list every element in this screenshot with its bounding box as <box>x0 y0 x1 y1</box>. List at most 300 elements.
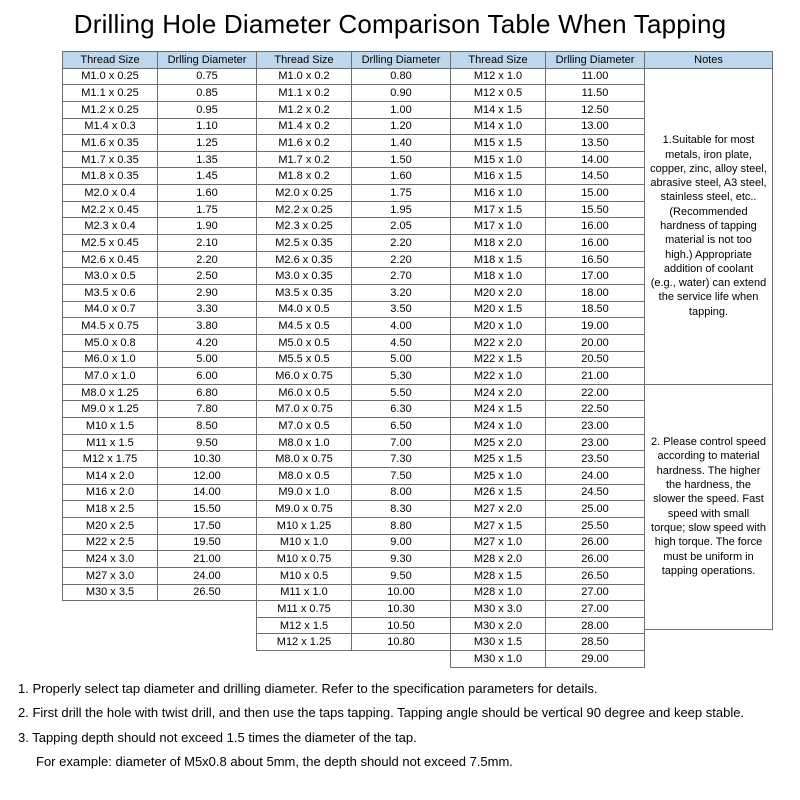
thread-size-cell: M17 x 1.0 <box>451 218 546 235</box>
table-row <box>63 351 257 368</box>
drilling-diameter-cell: 8.00 <box>352 484 451 501</box>
header-row <box>451 52 645 69</box>
drilling-diameter-cell: 3.20 <box>352 284 451 301</box>
drilling-diameter-cell: 19.50 <box>158 534 257 551</box>
drilling-diameter-cell: 26.00 <box>546 534 645 551</box>
thread-size-cell: M2.6 x 0.35 <box>257 251 352 268</box>
table-row <box>257 434 451 451</box>
drilling-diameter-cell: 2.70 <box>352 268 451 285</box>
table-row <box>257 301 451 318</box>
header-row <box>63 52 257 69</box>
drilling-diameter-cell: 21.00 <box>546 368 645 385</box>
drilling-diameter-cell: 1.45 <box>158 168 257 185</box>
drilling-diameter-cell: 10.50 <box>352 617 451 634</box>
thread-size-cell: M10 x 0.75 <box>257 551 352 568</box>
table-row <box>63 451 257 468</box>
table-row <box>63 301 257 318</box>
thread-size-cell: M26 x 1.5 <box>451 484 546 501</box>
drilling-diameter-cell: 1.10 <box>158 118 257 135</box>
table-row <box>257 517 451 534</box>
table-row <box>451 451 645 468</box>
drilling-diameter-cell: 2.10 <box>158 235 257 252</box>
table-row <box>63 584 257 601</box>
drilling-diameter-cell: 10.80 <box>352 634 451 651</box>
table-row <box>257 334 451 351</box>
column-header-drilling-diameter: Drlling Diameter <box>158 52 257 69</box>
table-row <box>451 85 645 102</box>
table-row <box>63 551 257 568</box>
thread-size-cell: M10 x 1.0 <box>257 534 352 551</box>
table-row <box>257 534 451 551</box>
thread-size-cell: M3.0 x 0.35 <box>257 268 352 285</box>
column-header-thread-size: Thread Size <box>451 52 546 69</box>
drilling-diameter-cell: 28.50 <box>546 634 645 651</box>
drilling-diameter-cell: 8.80 <box>352 517 451 534</box>
drilling-diameter-cell: 9.00 <box>352 534 451 551</box>
table-row <box>451 434 645 451</box>
thread-size-cell: M5.0 x 0.8 <box>63 334 158 351</box>
drilling-diameter-cell: 21.00 <box>158 551 257 568</box>
drilling-diameter-cell: 13.50 <box>546 135 645 152</box>
drilling-diameter-cell: 5.00 <box>158 351 257 368</box>
table-row <box>257 251 451 268</box>
thread-size-cell: M27 x 3.0 <box>63 567 158 584</box>
drilling-diameter-cell: 16.50 <box>546 251 645 268</box>
drilling-diameter-cell: 29.00 <box>546 651 645 668</box>
thread-size-cell: M18 x 2.5 <box>63 501 158 518</box>
drilling-diameter-cell: 2.05 <box>352 218 451 235</box>
thread-size-cell: M8.0 x 0.5 <box>257 468 352 485</box>
drilling-diameter-cell: 6.50 <box>352 418 451 435</box>
thread-size-cell: M7.0 x 0.75 <box>257 401 352 418</box>
table-row <box>257 501 451 518</box>
drilling-diameter-cell: 1.75 <box>158 201 257 218</box>
table-row <box>451 468 645 485</box>
table-row <box>257 201 451 218</box>
table-row <box>451 218 645 235</box>
drilling-diameter-cell: 22.00 <box>546 384 645 401</box>
thread-size-cell: M2.6 x 0.45 <box>63 251 158 268</box>
table-row <box>451 551 645 568</box>
thread-size-cell: M30 x 3.5 <box>63 584 158 601</box>
table-row <box>451 201 645 218</box>
drilling-diameter-cell: 23.00 <box>546 434 645 451</box>
thread-size-cell: M12 x 1.0 <box>451 68 546 85</box>
thread-size-cell: M30 x 2.0 <box>451 617 546 634</box>
thread-size-cell: M20 x 1.5 <box>451 301 546 318</box>
table-row <box>63 268 257 285</box>
table-row <box>451 151 645 168</box>
table-row <box>63 567 257 584</box>
table-row <box>257 101 451 118</box>
table-row <box>63 135 257 152</box>
drilling-diameter-cell: 1.20 <box>352 118 451 135</box>
table-row <box>63 468 257 485</box>
drilling-diameter-cell: 6.30 <box>352 401 451 418</box>
thread-size-cell: M2.3 x 0.4 <box>63 218 158 235</box>
table-row <box>257 68 451 85</box>
drilling-diameter-cell: 3.80 <box>158 318 257 335</box>
thread-size-cell: M1.2 x 0.2 <box>257 101 352 118</box>
thread-size-cell: M24 x 1.0 <box>451 418 546 435</box>
drilling-diameter-cell: 26.50 <box>546 567 645 584</box>
note-row <box>645 68 773 384</box>
thread-size-cell: M1.1 x 0.2 <box>257 85 352 102</box>
thread-size-cell: M15 x 1.0 <box>451 151 546 168</box>
table-row <box>451 534 645 551</box>
table-group-2 <box>256 51 451 651</box>
drilling-diameter-cell: 12.50 <box>546 101 645 118</box>
thread-size-cell: M14 x 1.0 <box>451 118 546 135</box>
table-row <box>63 235 257 252</box>
drilling-diameter-cell: 20.00 <box>546 334 645 351</box>
table-row <box>451 284 645 301</box>
drilling-diameter-cell: 1.35 <box>158 151 257 168</box>
table-row <box>451 101 645 118</box>
drilling-diameter-cell: 3.50 <box>352 301 451 318</box>
table-row <box>63 434 257 451</box>
thread-size-cell: M8.0 x 0.75 <box>257 451 352 468</box>
table-row <box>257 567 451 584</box>
drilling-diameter-cell: 2.20 <box>158 251 257 268</box>
table-row <box>257 634 451 651</box>
table-row <box>257 284 451 301</box>
thread-size-cell: M2.5 x 0.35 <box>257 235 352 252</box>
table-row <box>63 484 257 501</box>
thread-size-cell: M12 x 0.5 <box>451 85 546 102</box>
thread-size-cell: M9.0 x 1.0 <box>257 484 352 501</box>
table-row <box>63 368 257 385</box>
table-group-1 <box>62 51 257 601</box>
drilling-diameter-cell: 15.50 <box>158 501 257 518</box>
column-header-thread-size: Thread Size <box>63 52 158 69</box>
thread-size-cell: M20 x 2.0 <box>451 284 546 301</box>
drilling-diameter-cell: 20.50 <box>546 351 645 368</box>
drilling-diameter-cell: 1.25 <box>158 135 257 152</box>
column-header-drilling-diameter: Drlling Diameter <box>546 52 645 69</box>
thread-size-cell: M18 x 1.5 <box>451 251 546 268</box>
drilling-diameter-cell: 9.50 <box>158 434 257 451</box>
thread-size-cell: M28 x 2.0 <box>451 551 546 568</box>
drilling-diameter-cell: 26.50 <box>158 584 257 601</box>
table-row <box>257 468 451 485</box>
thread-size-cell: M6.0 x 0.75 <box>257 368 352 385</box>
thread-size-cell: M1.4 x 0.3 <box>63 118 158 135</box>
comparison-table <box>62 51 800 668</box>
thread-size-cell: M7.0 x 0.5 <box>257 418 352 435</box>
thread-size-cell: M12 x 1.25 <box>257 634 352 651</box>
table-row <box>451 484 645 501</box>
thread-size-cell: M1.0 x 0.25 <box>63 68 158 85</box>
thread-size-cell: M4.0 x 0.5 <box>257 301 352 318</box>
drilling-diameter-cell: 16.00 <box>546 218 645 235</box>
drilling-diameter-cell: 1.00 <box>352 101 451 118</box>
column-header-thread-size: Thread Size <box>257 52 352 69</box>
table-row <box>451 118 645 135</box>
thread-size-cell: M1.8 x 0.2 <box>257 168 352 185</box>
thread-size-cell: M20 x 2.5 <box>63 517 158 534</box>
drilling-diameter-cell: 24.00 <box>546 468 645 485</box>
page-title: Drilling Hole Diameter Comparison Table When Tapping <box>73 9 727 39</box>
thread-size-cell: M5.5 x 0.5 <box>257 351 352 368</box>
table-row <box>451 651 645 668</box>
table-row <box>451 601 645 618</box>
thread-size-cell: M30 x 3.0 <box>451 601 546 618</box>
drilling-diameter-cell: 17.50 <box>158 517 257 534</box>
thread-size-cell: M27 x 2.0 <box>451 501 546 518</box>
thread-size-cell: M1.6 x 0.2 <box>257 135 352 152</box>
header-row <box>257 52 451 69</box>
thread-size-cell: M16 x 2.0 <box>63 484 158 501</box>
table-row <box>63 318 257 335</box>
table-row <box>257 235 451 252</box>
thread-size-cell: M1.2 x 0.25 <box>63 101 158 118</box>
table-row <box>257 418 451 435</box>
thread-size-cell: M24 x 3.0 <box>63 551 158 568</box>
thread-size-cell: M2.3 x 0.25 <box>257 218 352 235</box>
thread-size-cell: M1.7 x 0.2 <box>257 151 352 168</box>
column-header-notes: Notes <box>645 52 773 69</box>
table-row <box>257 368 451 385</box>
thread-size-cell: M20 x 1.0 <box>451 318 546 335</box>
drilling-diameter-cell: 7.80 <box>158 401 257 418</box>
table-row <box>63 168 257 185</box>
thread-size-cell: M4.5 x 0.75 <box>63 318 158 335</box>
thread-size-cell: M25 x 1.0 <box>451 468 546 485</box>
drilling-diameter-cell: 0.75 <box>158 68 257 85</box>
drilling-diameter-cell: 7.50 <box>352 468 451 485</box>
drilling-diameter-cell: 23.00 <box>546 418 645 435</box>
thread-size-cell: M1.6 x 0.35 <box>63 135 158 152</box>
thread-size-cell: M11 x 0.75 <box>257 601 352 618</box>
drilling-diameter-cell: 25.50 <box>546 517 645 534</box>
drilling-diameter-cell: 27.00 <box>546 584 645 601</box>
table-group-3 <box>450 51 645 668</box>
footer-note-1: 1. Properly select tap diameter and drilling diameter. Refer to the specification parameters for details. <box>18 680 598 696</box>
drilling-diameter-cell: 10.30 <box>158 451 257 468</box>
drilling-diameter-cell: 7.00 <box>352 434 451 451</box>
drilling-diameter-cell: 13.00 <box>546 118 645 135</box>
drilling-diameter-cell: 0.95 <box>158 101 257 118</box>
table-row <box>63 85 257 102</box>
drilling-diameter-cell: 12.00 <box>158 468 257 485</box>
thread-size-cell: M16 x 1.5 <box>451 168 546 185</box>
drilling-diameter-cell: 26.00 <box>546 551 645 568</box>
drilling-diameter-cell: 5.30 <box>352 368 451 385</box>
table-row <box>63 501 257 518</box>
table-row <box>63 201 257 218</box>
footer-note-example: For example: diameter of M5x0.8 about 5mm, the depth should not exceed 7.5mm. <box>36 754 513 770</box>
thread-size-cell: M6.0 x 1.0 <box>63 351 158 368</box>
table-row <box>257 351 451 368</box>
drilling-diameter-cell: 6.80 <box>158 384 257 401</box>
drilling-diameter-cell: 18.00 <box>546 284 645 301</box>
thread-size-cell: M11 x 1.5 <box>63 434 158 451</box>
thread-size-cell: M10 x 1.5 <box>63 418 158 435</box>
note-row <box>645 384 773 629</box>
note-text-1: 1.Suitable for most metals, iron plate, copper, zinc, alloy steel, abrasive steel, A3 steel, stainless steel, etc..(Recommended hardness of tapping material is not too high.) Appropriate addition of coolant (e.g., water) can extend the service life when tapping. <box>645 68 773 384</box>
table-row <box>451 185 645 202</box>
thread-size-cell: M7.0 x 1.0 <box>63 368 158 385</box>
thread-size-cell: M4.0 x 0.7 <box>63 301 158 318</box>
drilling-diameter-cell: 11.00 <box>546 68 645 85</box>
table-row <box>451 135 645 152</box>
table-row <box>63 418 257 435</box>
thread-size-cell: M2.2 x 0.45 <box>63 201 158 218</box>
table-row <box>451 334 645 351</box>
table-row <box>63 251 257 268</box>
drilling-diameter-cell: 0.90 <box>352 85 451 102</box>
table-row <box>257 318 451 335</box>
drilling-diameter-cell: 14.50 <box>546 168 645 185</box>
thread-size-cell: M1.4 x 0.2 <box>257 118 352 135</box>
thread-size-cell: M3.5 x 0.6 <box>63 284 158 301</box>
table-row <box>63 218 257 235</box>
thread-size-cell: M17 x 1.5 <box>451 201 546 218</box>
footer-note-3: 3. Tapping depth should not exceed 1.5 times the diameter of the tap. <box>18 729 417 745</box>
thread-size-cell: M24 x 1.5 <box>451 401 546 418</box>
thread-size-cell: M22 x 2.5 <box>63 534 158 551</box>
table-row <box>63 101 257 118</box>
table-row <box>63 151 257 168</box>
drilling-diameter-cell: 1.90 <box>158 218 257 235</box>
table-row <box>451 68 645 85</box>
drilling-diameter-cell: 6.00 <box>158 368 257 385</box>
table-row <box>63 334 257 351</box>
thread-size-cell: M30 x 1.0 <box>451 651 546 668</box>
thread-size-cell: M27 x 1.5 <box>451 517 546 534</box>
thread-size-cell: M25 x 2.0 <box>451 434 546 451</box>
drilling-diameter-cell: 14.00 <box>158 484 257 501</box>
drilling-diameter-cell: 1.50 <box>352 151 451 168</box>
table-row <box>451 634 645 651</box>
table-row <box>451 235 645 252</box>
thread-size-cell: M10 x 1.25 <box>257 517 352 534</box>
drilling-diameter-cell: 15.00 <box>546 185 645 202</box>
footer-instructions <box>18 681 800 770</box>
thread-size-cell: M5.0 x 0.5 <box>257 334 352 351</box>
drilling-diameter-cell: 5.50 <box>352 384 451 401</box>
table-row <box>257 484 451 501</box>
thread-size-cell: M2.0 x 0.4 <box>63 185 158 202</box>
table-row <box>451 268 645 285</box>
thread-size-cell: M9.0 x 1.25 <box>63 401 158 418</box>
table-row <box>451 351 645 368</box>
table-row <box>257 451 451 468</box>
column-header-drilling-diameter: Drlling Diameter <box>352 52 451 69</box>
drilling-diameter-cell: 15.50 <box>546 201 645 218</box>
thread-size-cell: M2.0 x 0.25 <box>257 185 352 202</box>
table-row <box>257 85 451 102</box>
footer-note-2: 2. First drill the hole with twist drill, and then use the taps tapping. Tapping angle should be vertical 90 degree and keep stable. <box>18 705 745 721</box>
drilling-diameter-cell: 16.00 <box>546 235 645 252</box>
thread-size-cell: M14 x 1.5 <box>451 101 546 118</box>
drilling-diameter-cell: 2.20 <box>352 251 451 268</box>
thread-size-cell: M10 x 0.5 <box>257 567 352 584</box>
drilling-diameter-cell: 9.50 <box>352 567 451 584</box>
thread-size-cell: M8.0 x 1.0 <box>257 434 352 451</box>
drilling-diameter-cell: 0.85 <box>158 85 257 102</box>
table-row <box>63 118 257 135</box>
drilling-diameter-cell: 9.30 <box>352 551 451 568</box>
drilling-diameter-cell: 24.00 <box>158 567 257 584</box>
table-row <box>257 401 451 418</box>
thread-size-cell: M24 x 2.0 <box>451 384 546 401</box>
thread-size-cell: M28 x 1.0 <box>451 584 546 601</box>
table-row <box>451 501 645 518</box>
table-row <box>63 384 257 401</box>
table-row <box>257 135 451 152</box>
table-row <box>451 318 645 335</box>
thread-size-cell: M2.5 x 0.45 <box>63 235 158 252</box>
thread-size-cell: M6.0 x 0.5 <box>257 384 352 401</box>
thread-size-cell: M27 x 1.0 <box>451 534 546 551</box>
drilling-diameter-cell: 0.80 <box>352 68 451 85</box>
thread-size-cell: M25 x 1.5 <box>451 451 546 468</box>
drilling-diameter-cell: 22.50 <box>546 401 645 418</box>
table-row <box>257 185 451 202</box>
drilling-diameter-cell: 2.50 <box>158 268 257 285</box>
drilling-diameter-cell: 4.50 <box>352 334 451 351</box>
table-row <box>63 185 257 202</box>
drilling-diameter-cell: 8.50 <box>158 418 257 435</box>
thread-size-cell: M8.0 x 1.25 <box>63 384 158 401</box>
thread-size-cell: M12 x 1.75 <box>63 451 158 468</box>
table-row <box>451 617 645 634</box>
drilling-diameter-cell: 1.75 <box>352 185 451 202</box>
drilling-diameter-cell: 3.30 <box>158 301 257 318</box>
thread-size-cell: M28 x 1.5 <box>451 567 546 584</box>
thread-size-cell: M14 x 2.0 <box>63 468 158 485</box>
drilling-diameter-cell: 4.00 <box>352 318 451 335</box>
drilling-diameter-cell: 1.40 <box>352 135 451 152</box>
drilling-diameter-cell: 24.50 <box>546 484 645 501</box>
table-row <box>257 584 451 601</box>
drilling-diameter-cell: 28.00 <box>546 617 645 634</box>
drilling-diameter-cell: 11.50 <box>546 85 645 102</box>
thread-size-cell: M11 x 1.0 <box>257 584 352 601</box>
note-text-2: 2. Please control speed according to material hardness. The higher the hardness, the slower the speed. Fast speed with small torque; slow speed with high torque. The force must be uniform in tapping operations. <box>645 384 773 629</box>
header-row <box>645 52 773 69</box>
thread-size-cell: M15 x 1.5 <box>451 135 546 152</box>
table-row <box>451 567 645 584</box>
drilling-diameter-cell: 5.00 <box>352 351 451 368</box>
thread-size-cell: M1.7 x 0.35 <box>63 151 158 168</box>
thread-size-cell: M30 x 1.5 <box>451 634 546 651</box>
table-row <box>451 517 645 534</box>
notes-column <box>644 51 773 630</box>
drilling-diameter-cell: 17.00 <box>546 268 645 285</box>
drilling-diameter-cell: 25.00 <box>546 501 645 518</box>
thread-size-cell: M22 x 2.0 <box>451 334 546 351</box>
thread-size-cell: M22 x 1.5 <box>451 351 546 368</box>
drilling-diameter-cell: 1.60 <box>352 168 451 185</box>
thread-size-cell: M4.5 x 0.5 <box>257 318 352 335</box>
table-row <box>451 384 645 401</box>
thread-size-cell: M3.5 x 0.35 <box>257 284 352 301</box>
drilling-diameter-cell: 18.50 <box>546 301 645 318</box>
drilling-diameter-cell: 1.95 <box>352 201 451 218</box>
table-row <box>451 168 645 185</box>
thread-size-cell: M1.1 x 0.25 <box>63 85 158 102</box>
table-row <box>257 617 451 634</box>
table-row <box>451 301 645 318</box>
drilling-diameter-cell: 19.00 <box>546 318 645 335</box>
drilling-diameter-cell: 8.30 <box>352 501 451 518</box>
table-row <box>451 401 645 418</box>
thread-size-cell: M22 x 1.0 <box>451 368 546 385</box>
table-row <box>257 218 451 235</box>
